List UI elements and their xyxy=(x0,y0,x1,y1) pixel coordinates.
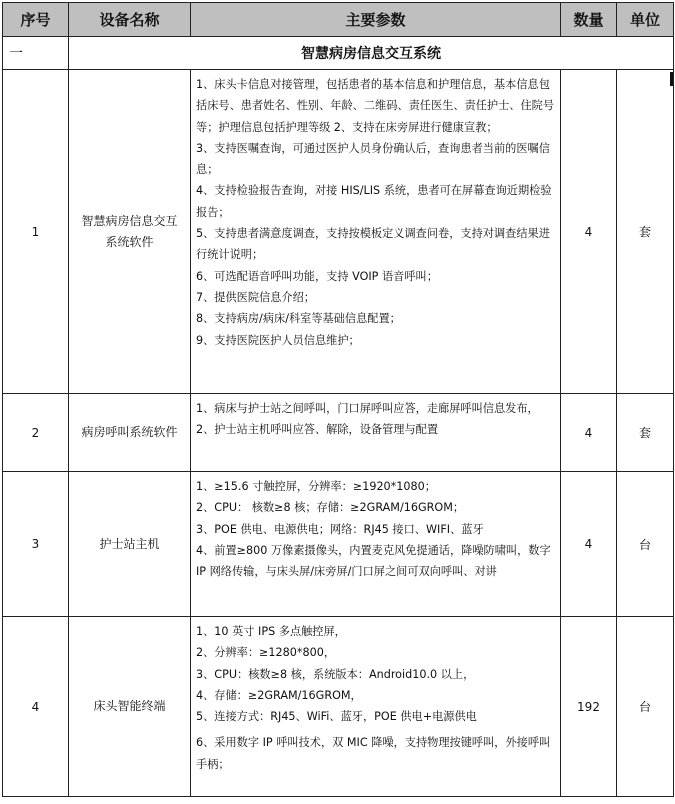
table-row xyxy=(3,70,674,394)
param-line: 1、≥15.6 寸触控屏，分辨率：≥1920*1080； xyxy=(196,480,436,493)
param-line: 9、支持医院医护人员信息维护； xyxy=(196,333,360,347)
param-line: 6、采用数字 IP 呼叫技术，双 MIC 降噪，支持物理按键呼叫，外接呼叫手柄； xyxy=(196,736,551,771)
param-line: 3、支持医嘱查询，可通过医护人员身份确认后，查询患者当前的医嘱信息； xyxy=(196,141,550,177)
device-name: 护士站主机 xyxy=(69,472,191,617)
equipment-table xyxy=(2,2,674,797)
param-line: 2、护士站主机呼叫应答、解除，设备管理与配置 xyxy=(196,423,439,437)
section-row xyxy=(3,37,674,70)
device-params xyxy=(191,472,561,617)
param-line: 1、病床与护士站之间呼叫，门口屏呼叫应答，走廊屏呼叫信息发布， xyxy=(196,402,539,415)
unit: 套 xyxy=(617,394,674,472)
unit: 台 xyxy=(617,617,674,797)
unit: 套 xyxy=(617,70,674,394)
header-name: 设备名称 xyxy=(69,3,191,37)
table-row xyxy=(3,394,674,472)
device-name: 病房呼叫系统软件 xyxy=(69,394,191,472)
section-number: 一 xyxy=(3,37,69,70)
param-line: 4、前置≥800 万像素摄像头，内置麦克风免提通话，降噪防啸叫，数字 IP 网络传输，与床头屏/床旁屏/门口屏之间可双向呼叫、对讲 xyxy=(196,543,551,579)
quantity: 4 xyxy=(561,394,617,472)
device-params xyxy=(191,70,561,394)
quantity: 192 xyxy=(561,617,617,797)
header-no: 序号 xyxy=(3,3,69,37)
device-params xyxy=(191,394,561,472)
row-number: 2 xyxy=(3,394,69,472)
param-line: 1、10 英寸 IPS 多点触控屏， xyxy=(196,625,346,638)
param-line: 2、分辨率：≥1280*800， xyxy=(196,646,336,660)
quantity: 4 xyxy=(561,472,617,617)
row-number: 4 xyxy=(3,617,69,797)
section-title: 智慧病房信息交互系统 xyxy=(69,37,674,70)
row-number: 1 xyxy=(3,70,69,394)
param-line: 6、可选配语音呼叫功能，支持 VOIP 语音呼叫； xyxy=(196,269,438,283)
device-name: 智慧病房信息交互系统软件 xyxy=(69,70,191,394)
page-edge-mark xyxy=(670,72,673,86)
param-line: 1、床头卡信息对接管理，包括患者的基本信息和护理信息，基本信息包括床号、患者姓名、性别、年龄、二维码、责任医生、责任护士、住院号等；护理信息包括护理等级 2、支持在床旁屏进行健康宣教； xyxy=(196,78,555,134)
header-unit: 单位 xyxy=(617,3,674,37)
device-name: 床头智能终端 xyxy=(69,617,191,797)
param-line: 7、提供医院信息介绍； xyxy=(196,290,315,304)
header-row xyxy=(3,3,674,37)
device-params xyxy=(191,617,561,797)
param-line: 3、CPU：核数≥8 核，系统版本：Android10.0 以上， xyxy=(196,667,475,681)
param-line: 2、CPU： 核数≥8 核；存储：≥2GRAM/16GROM； xyxy=(196,501,465,515)
header-qty: 数量 xyxy=(561,3,617,37)
param-line: 4、存储：≥2GRAM/16GROM， xyxy=(196,688,362,702)
table-row xyxy=(3,472,674,617)
param-line: 8、支持病房/病床/科室等基础信息配置； xyxy=(196,312,401,326)
quantity: 4 xyxy=(561,70,617,394)
row-number: 3 xyxy=(3,472,69,617)
param-line: 3、POE 供电、电源供电；网络：RJ45 接口、WIFI、蓝牙 xyxy=(196,522,484,536)
header-params: 主要参数 xyxy=(191,3,561,37)
param-line: 5、连接方式：RJ45、WiFi、蓝牙，POE 供电+电源供电 xyxy=(196,710,477,724)
param-line: 4、支持检验报告查询，对接 HIS/LIS 系统，患者可在屏幕查询近期检验报告； xyxy=(196,184,552,219)
table-row xyxy=(3,617,674,797)
param-line: 5、支持患者满意度调查，支持按模板定义调查问卷，支持对调查结果进行统计说明； xyxy=(196,227,550,262)
unit: 台 xyxy=(617,472,674,617)
